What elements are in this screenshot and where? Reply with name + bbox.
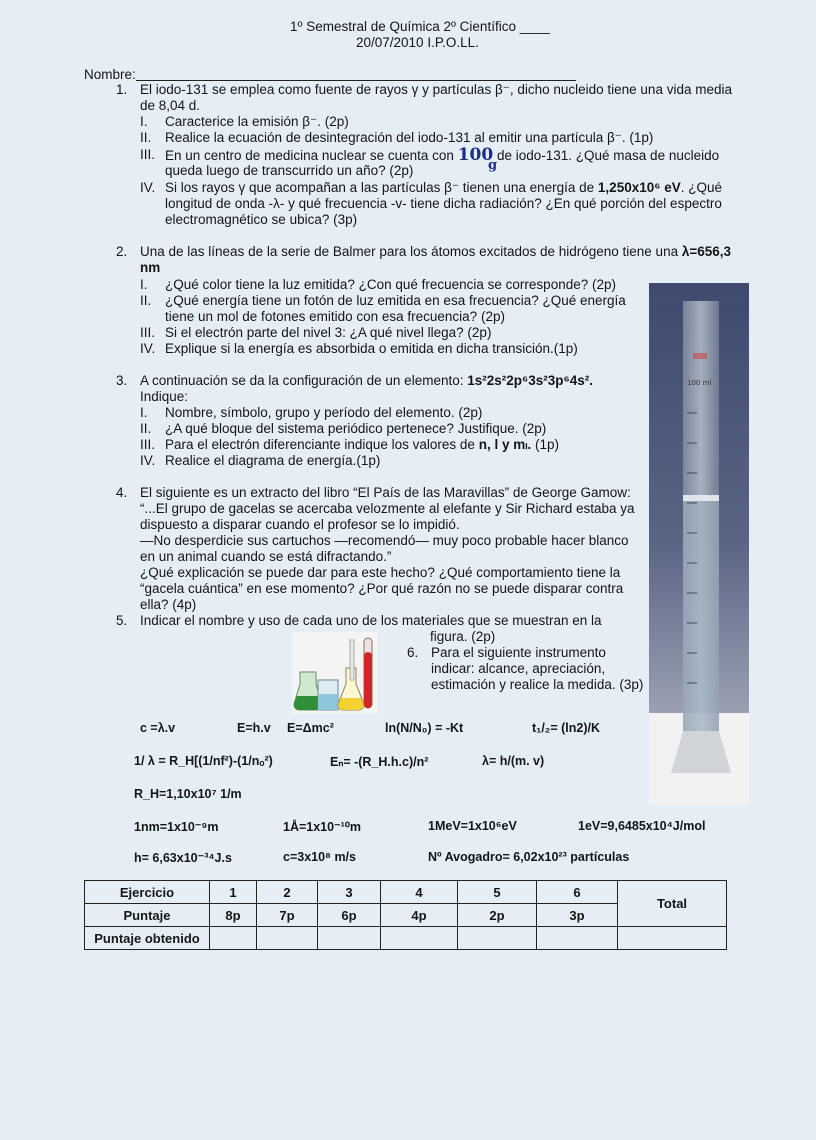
q4-line: “...El grupo de gacelas se acercaba velozmente al elefante y Sir Richard estaba ya: [140, 501, 635, 516]
formula: t₁/₂= (ln2)/K: [532, 721, 601, 735]
q1-item-text: [165, 180, 722, 196]
formula: E=h.v: [237, 721, 271, 735]
q1-number: 1.: [116, 82, 128, 97]
table-cell: 8p: [210, 904, 257, 927]
q2-item-num: II.: [140, 293, 152, 308]
q1-item-num: I.: [140, 114, 148, 129]
table-header-cell: 4: [381, 881, 458, 904]
table-cell: 4p: [381, 904, 458, 927]
formula: c=3x10⁸ m/s: [283, 850, 356, 864]
score-input-cell[interactable]: [257, 927, 318, 950]
q5-text-cont: figura. (2p): [430, 629, 496, 644]
lambda-value: λ=656,3: [681, 244, 732, 259]
formula: ln(N/N₀) = -Kt: [385, 721, 464, 735]
q3-item-text: [165, 437, 559, 453]
q4-line: dispuesto a disparar cuando el profesor se lo impidió.: [140, 517, 460, 532]
q4-line: en un animal cuando se está difractando.”: [140, 549, 392, 564]
q1-text: El iodo-131 se emplea como fuente de rayos γ y partículas β⁻, dicho nucleido tiene una vida media: [140, 82, 732, 97]
q2-item-text: ¿Qué color tiene la luz emitida? ¿Con qué frecuencia se corresponde? (2p): [165, 277, 616, 292]
table-cell: 7p: [257, 904, 318, 927]
formula: 1nm=1x10⁻⁹m: [134, 820, 219, 834]
formula: Nº Avogadro= 6,02x10²³ partículas: [428, 850, 630, 864]
handwritten-mass: 100: [457, 145, 494, 165]
q1-item-num: II.: [140, 130, 152, 145]
formula: 1eV=9,6485x10⁴J/mol: [578, 819, 706, 833]
electron-config: 1s²2s²2p⁶3s²3p⁶4s².: [467, 373, 593, 388]
q6-line: Para el siguiente instrumento: [431, 645, 606, 660]
formula: 1/ λ = R_H[(1/nf²)-(1/nₒ²): [134, 754, 273, 768]
formula: c =λ.v: [140, 721, 176, 735]
exam-title: 1º Semestral de Química 2º Científico ____: [290, 19, 550, 34]
formula: Eₙ= -(R_H.h.c)/n²: [330, 755, 429, 769]
q4-number: 4.: [116, 485, 128, 500]
energy-value: 1,250x10⁶ eV: [597, 180, 681, 195]
q2-item-text: Si el electrón parte del nivel 3: ¿A qué nivel llega? (2p): [165, 325, 492, 340]
q3-number: 3.: [116, 373, 128, 388]
table-cell: 2p: [458, 904, 537, 927]
formula: 1Å=1x10⁻¹⁰m: [283, 820, 361, 834]
q1-item-text: Caracterice la emisión β⁻. (2p): [165, 114, 349, 129]
table-cell: Puntaje obtenido: [85, 927, 210, 950]
formula: R_H=1,10x10⁷ 1/m: [134, 787, 242, 801]
name-line[interactable]: [136, 80, 576, 81]
handwritten-unit: g: [488, 158, 498, 173]
q2-text: [140, 244, 731, 260]
q6-line: estimación y realice la medida. (3p): [431, 677, 644, 692]
q1-item3-text-b: de iodo-131. ¿Qué masa de nucleido: [496, 148, 720, 163]
formula: E=Δmc²: [287, 721, 334, 735]
total-label-cell: Total: [618, 881, 727, 927]
formula: 1MeV=1x10⁶eV: [428, 819, 517, 833]
q1-item-text: Realice la ecuación de desintegración del iodo-131 al emitir una partícula β⁻. (1p): [165, 130, 654, 145]
q2-number: 2.: [116, 244, 128, 259]
score-table: [84, 880, 727, 950]
total-input-cell[interactable]: [618, 927, 727, 950]
q6-line: indicar: alcance, apreciación,: [431, 661, 606, 676]
q3-item-num: III.: [140, 437, 156, 452]
q3-indique: Indique:: [140, 389, 189, 404]
table-header-cell: 6: [537, 881, 618, 904]
q5-text: Indicar el nombre y uso de cada uno de los materiales que se muestran en la: [140, 613, 602, 628]
q1-item-num: IV.: [140, 180, 156, 195]
q2-item-text: ¿Qué energía tiene un fotón de luz emitida en esa frecuencia? ¿Qué energía: [165, 293, 626, 308]
q3-text: [140, 373, 593, 389]
q3-item3-tail: (1p): [531, 437, 559, 452]
q4-line: ella? (4p): [140, 597, 197, 612]
q2-item-text-cont: tiene un mol de fotones emitido con esa frecuencia? (2p): [165, 309, 505, 324]
exam-date: 20/07/2010 I.P.O.LL.: [356, 35, 479, 50]
graduated-cylinder-photo: [649, 283, 749, 805]
q2-item-text: Explique si la energía es absorbida o emitida en dicha transición.(1p): [165, 341, 578, 356]
q2-item-num: IV.: [140, 341, 156, 356]
q4-line: ¿Qué explicación se puede dar para este hecho? ¿Qué comportamiento tiene la: [140, 565, 621, 580]
score-input-cell[interactable]: [381, 927, 458, 950]
lab-glassware-illustration: [292, 632, 378, 714]
score-input-cell[interactable]: [210, 927, 257, 950]
q3-item-text: Realice el diagrama de energía.(1p): [165, 453, 381, 468]
q4-line: El siguiente es un extracto del libro “El País de las Maravillas” de George Gamow:: [140, 485, 631, 500]
table-row: [85, 927, 727, 950]
q2-item-num: III.: [140, 325, 156, 340]
q3-item-text: Nombre, símbolo, grupo y período del elemento. (2p): [165, 405, 483, 420]
table-row: [85, 881, 727, 904]
q1-item-text-cont: longitud de onda -λ- y qué frecuencia -v- tiene dicha radiación? ¿En qué porción del espectro: [165, 196, 722, 211]
table-cell: 6p: [318, 904, 381, 927]
q1-item-text: [165, 147, 719, 164]
q4-line: —No desperdicie sus cartuchos —recomendó— muy poco probable hacer blanco: [140, 533, 629, 548]
formula: λ= h/(m. v): [482, 754, 545, 768]
table-header-cell: 3: [318, 881, 381, 904]
score-input-cell[interactable]: [318, 927, 381, 950]
q1-text-cont: de 8,04 d.: [140, 98, 201, 113]
q1-item-num: III.: [140, 147, 156, 162]
q2-text-a: Una de las líneas de la serie de Balmer para los átomos excitados de hidrógeno tiene una: [140, 244, 679, 259]
q4-line: “gacela cuántica” en ese momento? ¿Por qué razón no se puede disparar contra: [140, 581, 624, 596]
quantum-numbers: n, l y mₗ.: [478, 437, 532, 452]
q3-item-num: IV.: [140, 453, 156, 468]
q1-item3-text-a: En un centro de medicina nuclear se cuenta con: [165, 148, 454, 163]
q3-item-num: II.: [140, 421, 152, 436]
q1-item4-text-b: . ¿Qué: [680, 180, 722, 195]
score-input-cell[interactable]: [458, 927, 537, 950]
table-header-cell: 2: [257, 881, 318, 904]
table-header-cell: 5: [458, 881, 537, 904]
q5-number: 5.: [116, 613, 128, 628]
q3-text-a: A continuación se da la configuración de un elemento:: [140, 373, 464, 388]
formula: h= 6,63x10⁻³⁴J.s: [134, 851, 232, 865]
score-input-cell[interactable]: [537, 927, 618, 950]
q3-item3-text: Para el electrón diferenciante indique los valores de: [165, 437, 475, 452]
q6-number: 6.: [407, 645, 419, 660]
table-cell: Puntaje: [85, 904, 210, 927]
cylinder-label: 100 ml: [687, 379, 712, 387]
q2-item-num: I.: [140, 277, 148, 292]
table-header-cell: 1: [210, 881, 257, 904]
q1-item-text-cont: queda luego de transcurrido un año? (2p): [165, 163, 414, 178]
q1-item4-text-a: Si los rayos γ que acompañan a las partículas β⁻ tienen una energía de: [165, 180, 595, 195]
name-label: Nombre:: [84, 67, 136, 82]
table-cell: 3p: [537, 904, 618, 927]
q3-item-text: ¿A qué bloque del sistema periódico pertenece? Justifique. (2p): [165, 421, 547, 436]
q3-item-num: I.: [140, 405, 148, 420]
q1-item-text-cont: electromagnético se ubica? (3p): [165, 212, 358, 227]
q2-unit: nm: [140, 260, 161, 275]
table-header-cell: Ejercicio: [85, 881, 210, 904]
